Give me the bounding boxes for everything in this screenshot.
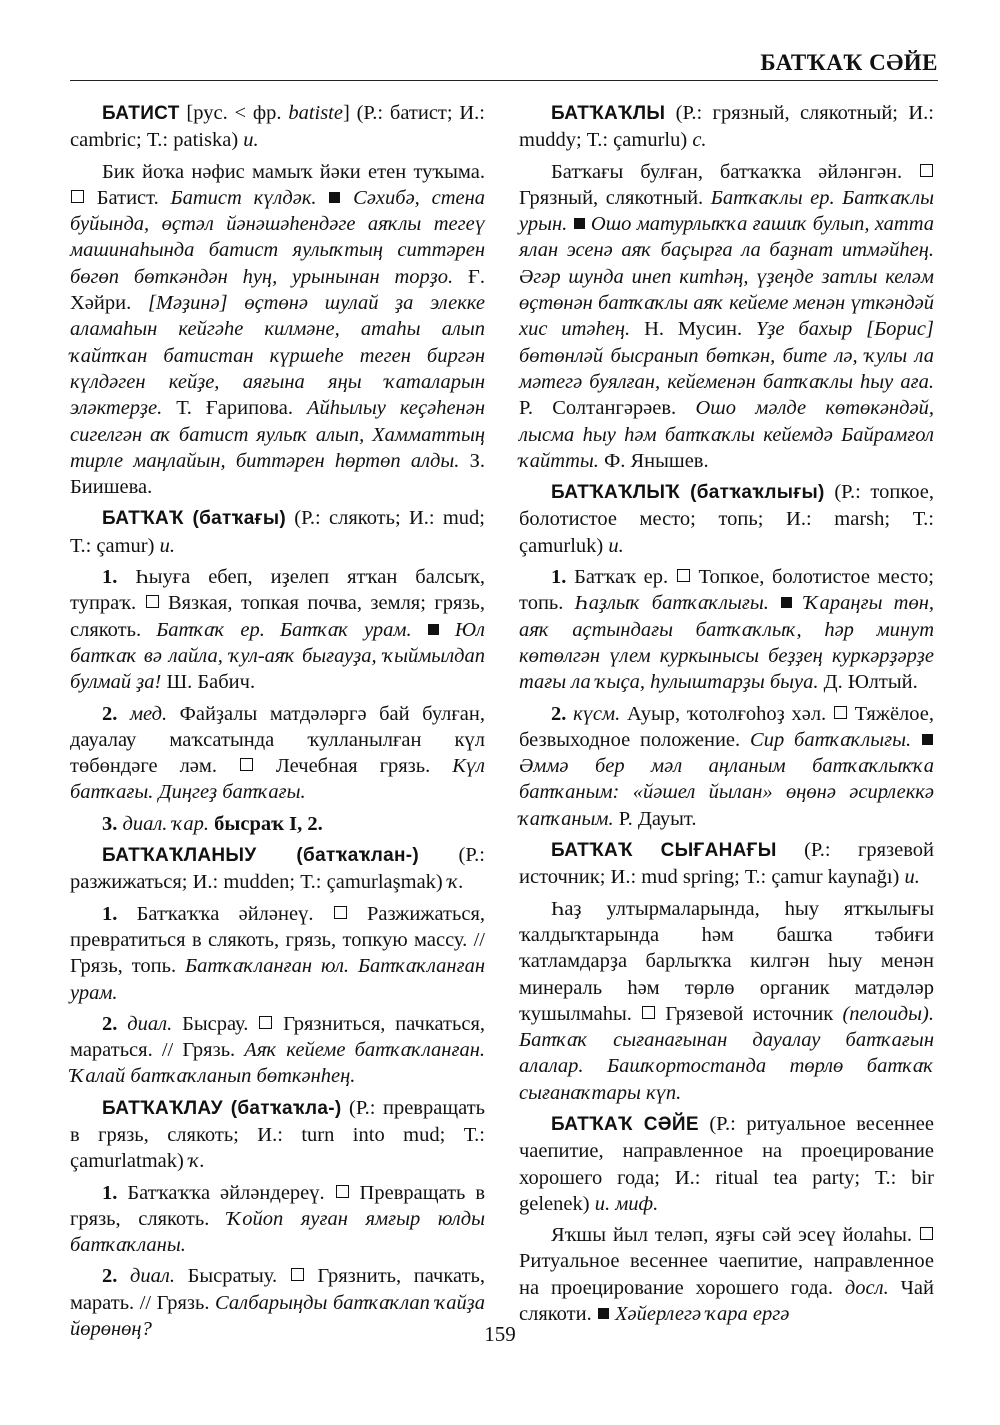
filled-square-icon xyxy=(781,597,792,608)
sense-number: 2. xyxy=(102,1012,118,1035)
italic-text: Батҡаҡлы ер. Батҡаҡлы урын. xyxy=(519,186,934,236)
sense-number: 3. xyxy=(102,812,118,835)
open-square-icon xyxy=(642,1006,655,1019)
text-run: Ғ. Хәйри. xyxy=(70,265,485,315)
open-square-icon xyxy=(71,190,84,203)
entry-paragraph xyxy=(519,159,934,475)
open-square-icon xyxy=(336,1185,349,1198)
text-run xyxy=(440,619,455,641)
text-run xyxy=(317,187,329,209)
italic-text: диал. xyxy=(127,1012,173,1035)
entry-paragraph xyxy=(70,901,485,1006)
italic-text: и. xyxy=(904,866,920,889)
entry-paragraph xyxy=(70,564,485,695)
italic-text: күсм. xyxy=(573,702,621,725)
entry-headword-paragraph xyxy=(519,1111,934,1217)
text-run xyxy=(117,1013,127,1035)
text-run: Лечебная грязь. xyxy=(253,755,453,778)
text-run: Бик йоҡа нәфис мамыҡ йәки етен туҡыма. xyxy=(102,160,485,183)
italic-text: [Мәҙинә] өҫтөнә шулай ҙа элекке аламаһын кейгәһе килмәне, атаһы алып ҡайтҡан батистан күршеһе теген биргән күлдәген кейҙе, аяғына яңы ҡаталарын эләктерҙе. xyxy=(70,292,485,420)
italic-text: и. xyxy=(243,129,259,152)
text-run: Яҡшы йыл теләп, яҙғы сәй эсеү йолаһы. xyxy=(551,1224,919,1247)
text-run: (Р.: ритуальное весеннее чаепитие, направленное на проецирование хорошего года; И.: ritual tea party; Т.: bir gelenek) xyxy=(519,1112,934,1215)
headword: БАТҠАҠ (батҡағы) xyxy=(102,508,286,530)
italic-text: Хәйерлегә ҡара ергә xyxy=(614,1303,790,1326)
sense-number: 1. xyxy=(102,902,118,925)
italic-text: Айһылыу кеҫәһенән сигелгән аҡ батист яулыҡ алып, Хамматтың тирле маңлайын, биттәрен һөртөп алды. xyxy=(70,397,485,472)
filled-square-icon xyxy=(329,192,340,203)
headword: БАТҠАҠЛЫ xyxy=(551,103,666,124)
headword: БАТҠАҠЛАНЫУ (батҡаҡлан-) xyxy=(102,845,419,867)
text-run xyxy=(793,592,804,614)
entry-paragraph xyxy=(70,701,485,806)
italic-text: Ошо матурлыҡҡа ғашиҡ булып, хатта ялан эсенә аяҡ баҫырға ла баҙнат итмәйһең. Әгәр шунда инеп китһәң, үҙеңде затлы келәм өҫтөнән батҡаҡлы аяҡ кейеме менән үткәндәй хис итәһең. xyxy=(519,213,935,341)
open-square-icon xyxy=(834,706,847,719)
italic-text: с. xyxy=(692,129,707,152)
text-run xyxy=(117,1265,130,1287)
italic-text: досл. xyxy=(844,1276,889,1299)
text-run: Разжижаться, превратиться в слякоть, грязь, топкую массу. // Грязь, топь. xyxy=(70,902,486,978)
italic-text: Юл батҡаҡ вә лайла, ҡул-аяҡ бығауҙа, ҡыймылдап булмай ҙа! xyxy=(70,618,485,694)
text-run: Ш. Бабич. xyxy=(161,671,256,694)
text-run: Р. Солтангәрәев. xyxy=(519,397,696,420)
headword: БАТҠАҠЛАУ (батҡаҡла-) xyxy=(102,1097,342,1119)
sense-number: 1. xyxy=(102,566,118,589)
text-run: ] (Р.: батист; И.: cambric; Т.: patiska) xyxy=(70,102,485,152)
italic-text: Ҡараңғы төн, аяҡ аҫтындағы батҡаҡлыҡ, һәр минут көтөлгән үлем куркынысы беҙҙең куркәрҙәрҙе тағы ла ҡыҫа, һулыштарҙы быуа. xyxy=(519,592,934,694)
running-header xyxy=(70,46,938,81)
italic-text: и. миф. xyxy=(594,1192,659,1215)
text-run: Грязнить, пачкать, марать. // Грязь. xyxy=(70,1265,485,1314)
entry-headword-paragraph xyxy=(519,837,934,891)
entry-paragraph xyxy=(519,564,934,695)
text-run: Һаҙ ултырмаларында, һыу ятҡылығы ҡалдыҡтарында һәм башҡа тәбиғи ҡатламдарҙа барлыҡҡа килгән һыу менән минераль һәм төрлө органик матдәләр ҡушылмаһы. xyxy=(519,897,934,1025)
filled-square-icon xyxy=(922,734,933,745)
text-run xyxy=(911,729,921,751)
entry-headword-paragraph xyxy=(519,479,934,559)
italic-text: Аяҡ кейеме батҡаҡланған. Ҡалай батҡаҡланып бөткәнһең. xyxy=(70,1039,485,1088)
italic-text: Батист күлдәк. xyxy=(170,186,317,209)
italic-text: и. xyxy=(608,534,624,557)
sense-number: 2. xyxy=(551,702,567,725)
open-square-icon xyxy=(259,1016,272,1029)
text-run xyxy=(769,592,780,614)
cross-reference: бысраҡ I, 2. xyxy=(214,812,323,835)
sense-number: 1. xyxy=(102,1181,118,1204)
open-square-icon xyxy=(334,906,347,919)
entry-paragraph xyxy=(70,159,485,501)
entry-headword-paragraph xyxy=(519,100,934,154)
entry-paragraph xyxy=(70,1180,485,1259)
text-run: (Р.: превращать в грязь, слякоть; И.: turn into mud; Т.: çamurlatmak) xyxy=(70,1096,485,1173)
headword: БАТҠАҠ СӘЙЕ xyxy=(551,1113,699,1135)
text-run: Батист. xyxy=(85,186,171,209)
text-run: Файҙалы матдәләргә бай булған, дауалау маҡсатында ҡулланылған күл төбөндәге ләм. xyxy=(70,702,486,778)
text-run: Топкое, болотистое место; топь. xyxy=(519,566,934,615)
text-run: (Р.: разжижаться; И.: mudden; Т.: çamurlaşmak) xyxy=(70,844,485,894)
filled-square-icon xyxy=(598,1308,609,1319)
right-column xyxy=(519,100,934,1332)
italic-text: (пелоиды). Батҡаҡ сығанағынан дауалау батҡағын алалар. Башҡортостанда төрлө батҡаҡ сығанаҡтары күп. xyxy=(519,1002,934,1104)
text-run: Батҡаҡҡа әйләндереү. xyxy=(117,1181,335,1204)
headword: БАТҠАҠ СЫҒАНАҒЫ xyxy=(551,840,777,862)
entry-paragraph xyxy=(519,1222,934,1327)
text-run: Батҡағы булған, батҡаҡҡа әйләнгән. xyxy=(551,160,919,183)
sense-number: 2. xyxy=(102,702,118,725)
italic-text: Әммә бер мәл аңланым батҡаҡлыҡҡа батҡаным: «йәшел йылан» өңөнә әсирлеккә ҡапҡаным. xyxy=(519,755,934,830)
text-run: Тяжёлое, безвыходное положение. xyxy=(519,702,934,751)
entry-paragraph xyxy=(519,701,934,832)
italic-text: и. xyxy=(159,534,175,557)
text-run: Ритуальное весеннее чаепитие, направленное на проецирование хорошего года. xyxy=(519,1250,934,1299)
text-run: Батҡаҡ ер. xyxy=(566,566,676,589)
entry-headword-paragraph xyxy=(70,842,485,896)
text-run: Батҡаҡҡа әйләнеү. xyxy=(117,902,333,925)
entry-paragraph xyxy=(70,811,485,837)
entry-paragraph xyxy=(70,1011,485,1090)
text-run: Бысратыу. xyxy=(174,1265,290,1288)
text-run: Грязевой источник xyxy=(656,1002,843,1025)
text-run xyxy=(567,213,572,235)
filled-square-icon xyxy=(574,218,585,229)
header-title: БАТҠАҠ СӘЙЕ xyxy=(760,50,938,75)
entry-headword-paragraph xyxy=(70,1095,485,1175)
open-square-icon xyxy=(677,569,690,582)
italic-text: batiste xyxy=(288,102,343,124)
italic-text: Сир батҡаҡлығы. xyxy=(750,728,912,751)
text-run: (Р.: слякоть; И.: mud; Т.: çamur) xyxy=(70,507,485,557)
open-square-icon xyxy=(240,758,253,771)
italic-text: ҡ. xyxy=(447,871,464,894)
text-run xyxy=(341,187,353,209)
italic-text: Батҡаҡ ер. Батҡаҡ урам. xyxy=(156,618,412,641)
open-square-icon xyxy=(920,164,933,177)
open-square-icon xyxy=(291,1268,304,1281)
italic-text: диал. ҡар. xyxy=(122,812,209,835)
italic-text: Күл батҡағы. Диңгеҙ батҡағы. xyxy=(70,755,485,804)
text-run: Н. Мусин. xyxy=(630,318,756,341)
text-run: Чай слякоти. xyxy=(519,1276,934,1326)
text-run: Д. Юлтый. xyxy=(818,671,918,694)
text-run: Р. Дауыт. xyxy=(613,807,697,830)
italic-text: мед. xyxy=(129,702,168,725)
italic-text: ҡ. xyxy=(188,1150,205,1173)
italic-text: Ошо мәлде көтөкәндәй, лысма һыу һәм батҡаҡлы кейемдә Байрамғол ҡайтты. xyxy=(519,397,935,472)
open-square-icon xyxy=(146,595,159,608)
text-run: Т. Ғарипова. xyxy=(162,397,307,420)
italic-text: Сәхибә, стена буйында, өҫтәл йәнәшәһендәге аяҡлы тегеү машинаһында батист яулыҡтың ситтәрен бөгөп бөткәндән һуң, урынынан торҙо. xyxy=(70,186,486,288)
text-run: Ф. Янышев. xyxy=(598,449,709,472)
entry-paragraph xyxy=(519,896,934,1106)
text-run: Грязниться, пачкаться, мараться. // Грязь. xyxy=(70,1012,485,1062)
text-run: Грязный, слякотный. xyxy=(519,186,711,209)
open-square-icon xyxy=(920,1227,933,1240)
text-run: Һыуға ебеп, иҙелеп ятҡан балсыҡ, тупраҡ. xyxy=(70,566,485,615)
text-run: Бысрау. xyxy=(172,1012,259,1035)
text-run: [рус. < фр. xyxy=(179,102,289,124)
italic-text: Ҡойоп яуған ямғыр юлды батҡаҡланы. xyxy=(70,1207,485,1257)
text-run: Вязкая, топкая почва, земля; грязь, слякоть. xyxy=(70,592,485,641)
page-number: 159 xyxy=(484,1322,516,1346)
text-run xyxy=(117,703,130,725)
italic-text: Батҡаҡланған юл. Батҡаҡланған урам. xyxy=(70,955,485,1004)
text-run: (Р.: грязный, слякотный; И.: muddy; Т.: çamurlu) xyxy=(519,102,934,152)
entry-headword-paragraph xyxy=(70,100,485,154)
headword: БАТИСТ xyxy=(102,103,180,124)
text-run: (Р.: топкое, болотистое место; топь; И.: marsh; Т.: çamurluk) xyxy=(519,481,934,557)
text-run: Ауыр, ҡотолғоһоҙ хәл. xyxy=(620,702,833,725)
text-run: Превращать в грязь, слякоть. xyxy=(70,1181,486,1230)
italic-text: Салбарыңды батҡаҡлап ҡайҙа йөрөнөң? xyxy=(70,1291,485,1341)
italic-text: диал. xyxy=(130,1265,175,1288)
text-run xyxy=(412,619,427,641)
headword: БАТҠАҠЛЫҠ (батҡаҡлығы) xyxy=(551,482,825,504)
entry-headword-paragraph xyxy=(70,505,485,559)
text-run: З. Биишева. xyxy=(70,449,485,499)
italic-text: Һаҙлыҡ батҡаҡлығы. xyxy=(574,592,769,615)
sense-number: 1. xyxy=(551,566,567,589)
filled-square-icon xyxy=(428,624,439,635)
text-run: (Р.: грязевой источник; И.: mud spring; Т.: çamur kaynağı) xyxy=(519,839,934,889)
left-column xyxy=(70,100,485,1347)
sense-number: 2. xyxy=(102,1265,118,1288)
italic-text: Үҙе бахыр [Борис] бөтөнләй бысранып бөткән, бите лә, ҡулы ла мәтегә буялған, кейеменән батҡаҡлы һыу аға. xyxy=(519,318,935,393)
